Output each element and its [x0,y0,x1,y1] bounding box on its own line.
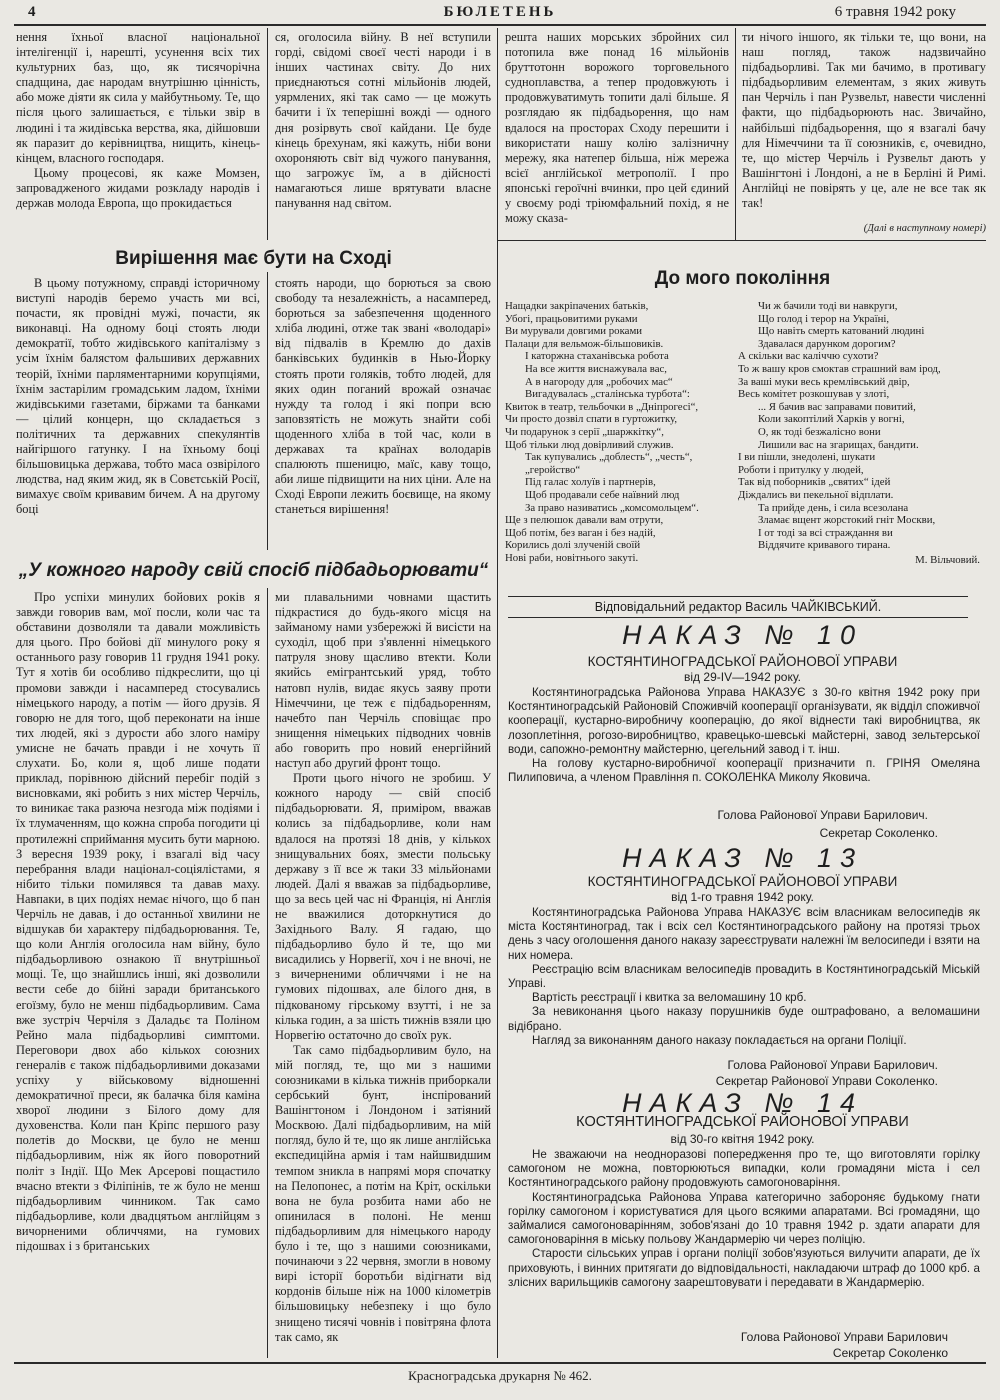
paragraph: Про успіхи минулих бойових років я завжди говорив вам, мої посли, коли час та обставини дозволяли та давали можливість для цього. Про бойові дії минулого року я останнього разу говорив 11 грудня 1941 року. Тут я хотів би особливо підкреслити, що ці промови завжди і насамперед стосувались німецького народу, а потім — його друзів. Я говорю не для того, щоб переконати на інше тих людей, які з дурости або злого наміру умисне не бачать правди і не хочуть її слухати. Бо, коли я, щоб лише подати приклад, порівнюю дійсний перебіг подій з висновками, які робить з них містер Черчіль, то виникає така разюча незгода між подіями і їх тлумаченням, що кожна спроба погодити ці протилежні сприймання мусить бути марною. З вересня 1939 року, і взагалі від часу перебрання влади націонал-соціялістами, я нібито тільки помилявся та давав маху. Навпаки, в цих подіях немає нічого, що б пан Черчіль не давав, і до останньої хвилини не відшукав би характеру підбадьорювання. Те, що коли Англія оголосила нам війну, було підбадьорливою ознакою її внутрішньої мощі. Те, що знайшлись інші, які дозволили вести себе до бійні заради британського егоїзму, було не менш підбадьорливим. Сама вже зустріч Черчіля з Даладьє та Поліном Рейно мала підбадьорливі симптоми. Переговори двох або кількох союзних генералів є також підбадьорливими доказами успіху у військовому відношенні демократичної преси, як балачка біля каміна хворої людини з Білого дому для духовенства. Коли пан Кріпс першого разу полетів до Москви, це було не менш підбадьорливим, ніж як його поворотний політ з Індії. Що Мек Арсерові пощастило вчасно втекти з Філіпінів, те ж було не менш підбадьорливим чинником. Так само підбадьорливе, коли двадцятьом англійцям з вичорненими обличчями, на гумових підошвах і з британських [16,590,260,1254]
poem-line: На все життя виснажувала вас, [525,362,667,375]
poem-line: Роботи і притулку у людей, [738,463,864,476]
order-title: НАКАЗ № 14 [621,1088,864,1118]
poem-title: До мого покоління [654,268,831,289]
order-subtitle: КОСТЯНТИНОГРАДСЬКОЇ РАЙОНОВОЇ УПРАВИ [576,1114,909,1130]
poem-line: Лишили вас на згарищах, бандити. [758,438,919,451]
poem-line: Під галас холуїв і партнерів, [525,476,656,489]
section-rule [498,240,986,241]
paragraph: ти нічого іншого, як тільки те, що вони, на наш погляд, також надзвичайно підбадьорливі. Так ми бачимо, в противагу підбадьорливим елементам, з яких живуть пан Черчіль і пан Рузвельт, навести численні факти, що підбадьорюють нас. Звичайно, найбільші підбадьорення, що я взагалі бачу для Німеччини та її союзників, є, очевидно, те, що містер Черчіль і Рузвельт дають у Вашінгтоні і Лондоні, а не в Берліні й Римі. Англійці не повірять у це, але не все так як так! [742,30,986,211]
order-signature: Секретар Соколенко [832,1346,948,1360]
order-signature: Секретар Районової Управи Соколенко. [715,1074,938,1088]
poem-line: Квиток в театр, тельбочки в „Дніпрогесі“, [505,400,699,413]
poem-column-left [505,300,737,590]
poem-line: Чи просто дозвіл спати в гуртожитку, [505,413,678,426]
paragraph: На голову кустарно-виробничої кооперації призначити п. ГРІНЯ Омеляна Пилиповича, а членом Правління п. СОКОЛЕНКА Миколу Яковича. [508,757,980,785]
poem-line: Нащадки закріпачених батьків, [505,300,649,312]
paragraph: Не зважаючи на неодноразові попередження про те, що виготовляти горілку самогоном не можна, повторюються випадки, коли громадяни міста і сел Костянтиноградського району продовжують самогоноваріння. [508,1148,980,1190]
column-divider [735,28,736,240]
paragraph: Нагляд за виконанням даного наказу покладається на органи Поліції. [532,1033,907,1047]
poem-line: Вигадувалась „сталінська турбота“: [525,388,690,401]
poem-line: Палаци для вельмож-більшовиків. [505,337,664,350]
column-divider [267,272,268,550]
poem-line: О, як тоді безжалісно вони [758,425,881,438]
poem-line: Ще з пелюшок давали вам отрути, [505,514,664,527]
poem-line: Щоб тільки люд довірливий служив. [505,438,674,451]
poem-line: ... Я бачив вас заправами повитий, [758,400,916,413]
paragraph: Костянтиноградська Районова Управа НАКАЗУЄ з 30-го квітня 1942 року при Костянтиноградській Районовій Споживчій кооперації організувати, як відділ споживчої кооперації, кустарно-виробничу кооперацію, до якої віднести такі виробництва, як лозоплетіння, рогозо-виробництво, кравецько-шевські майстерні, завод зельтерської води, сапожно-ремонтну майстерню, цегельний завод і т. інш. [508,686,980,756]
order-title: НАКАЗ № 13 [621,843,864,873]
poem-line: „геройство“ [525,463,581,476]
poem-line: Щоб потім, без ваган і без надій, [505,526,656,539]
column-divider [497,598,498,1358]
paragraph: Костянтиноградська Районова Управа НАКАЗУЄ всім власникам велосипедів як міста Костянтиноград, так і всіх сел Костянтиноградського району на протязі трьох день з часу оголошення даного наказу зареєструвати належні їм велосипеди і взяти на них номера. [508,906,980,962]
poem-signature: М. Вільчовий. [915,553,980,566]
article-column-2 [275,590,491,1358]
poem-line: Нові раби, новітнього закуті. [505,551,639,564]
order-text [508,906,980,1056]
paragraph: Вартість реєстрації і квитка за веломашину 10 крб. [532,991,807,1005]
header-rule [14,24,986,26]
article-column-2 [275,276,491,552]
article-column-3 [505,30,729,238]
article-column-1 [16,30,260,238]
poem-line: То ж вашу кров смоктав страшний вам ірод, [738,362,941,375]
page-number: 4 [28,4,36,20]
article-column-4 [742,30,986,220]
poem-line: Корились долі злученій своїй [505,539,641,552]
poem-line: За ваші муки весь кремлівський двір, [738,375,910,388]
poem-line: Чи ж бачили тоді ви навкруги, [758,300,898,312]
paragraph: Реєстрацію всім власникам велосипедів провадить в Костянтиноградській Міській Управі. [508,962,980,991]
poem-line: Коли закоптілий Харків у вогні, [758,413,905,426]
poem-line: І от тоді за всі страждання ви [758,526,893,539]
column-divider [497,28,498,598]
section-rule [508,617,968,618]
editor-line: Відповідальний редактор Василь ЧАЙКІВСЬКИЙ. [594,600,882,614]
poem-line: А скільки вас каліччю сухоти? [738,350,879,363]
poem-line: За право називатись „комсомольцем“. [525,501,699,514]
column-divider [267,588,268,1358]
continued-note: (Далі в наступному номері) [863,223,986,234]
footer-rule [14,1362,986,1364]
poem-column-right [738,300,986,590]
paragraph: За невиконання цього наказу порушників буде оштрафовано, а веломашини відібрано. [508,1005,980,1033]
paragraph: ми плавальними човнами щастить підкрастися до будь-якого місця на займаному нами узбережжі й висісти на суходіл, щоб при з'явленні німецького патруля знову щасливо втекти. Коли якийсь емігрантський уряд, тобто натовп нулів, видає якусь заяву проти Німеччини, це теж є підбадьоренням, начебто пан Черчіль сповіщає про знищення німецьких підводних човнів або говорить про новий енергійний наступ або другий фронт тощо. [275,590,491,771]
paragraph: Цьому процесові, як каже Момзен, запровадженого жидами розкладу народів і держав молода Европа, що прокидається [16,165,260,211]
poem-line: Ви мурували довгими роками [505,325,643,338]
poem-line: Чи подарунок з серії „шаржкітку“, [505,425,664,438]
article-column-1 [16,590,260,1358]
poem-line: Та прийде день, і сила всезолана [758,501,909,514]
printing-house-footer: Красноградська друкарня № 462. [408,1368,592,1383]
order-subtitle: КОСТЯНТИНОГРАДСЬКОЇ РАЙОНОВОЇ УПРАВИ [587,874,898,889]
order-date: від 29-ІV—1942 року. [684,670,801,684]
poem-line: Що голод і терор на Україні, [758,312,890,325]
poem-line: Весь комітет розкошував у злоті, [738,388,890,401]
paragraph: ся, оголосила війну. В неї вступили горді, свідомі своєї честі народи і в інших частинах світу. До них приєднаються сотні мільйонів людей, уярмлених, які так само — це можуть бачити і їх теперішні вожді — одного дня розірвуть свої кайдани. Це буде кінець брехунам, які кажуть, ніби вони охороняють світ від чужого панування, що загрожує їм, а в дійсності намагаються лише врятувати власне панування над світом. [275,30,491,211]
poem-line: Діждались ви пекельної відплати. [738,488,894,501]
order-signature: Голова Районової Управи Барилович [740,1330,948,1344]
section-rule [508,596,968,597]
order-date: від 1-го травня 1942 року. [671,890,814,904]
poem-line: Убогі, працьовитими руками [505,312,638,325]
paragraph: Так само підбадьорливим було, на мій погляд, те, що ми з нашими союзниками в кілька тижнів приборкали сербський бунт, інспірований Вашінгтоном і Лондоном і затіяний Москвою. Далі підбадьорливим, на мій погляд, було й те, що як лише англійська експедиційна армія і там найшвидшим темпом зникла в напрямі моря спочатку на Пелопонес, а потім на Кріт, оскільки вона не була розбита нами або не опинилася в полоні. Не менш підбадьорливим для німецького народу було і те, що з нашими союзниками, починаючи з 22 червня, змогли в новому вирі історії боротьби відігнати від кордонів більше ніж на 1000 кілометрів більшовицьку небезпеку і що було знищено тисячі човнів і повітряна флота так само, як [275,1042,491,1344]
poem-line: Так від поборників „святих“ ідей [738,476,891,489]
poem-line: Що навіть смерть катований людині [758,325,925,338]
poem-line: Так купувались „доблесть“, „честь“, [525,451,693,464]
article-column-1 [16,276,260,552]
paragraph: Костянтиноградська Районова Управа категорично забороняє будькому гнати горілку самогоном і користуватися для цього всякими апаратами. Всі громадяни, що займалися самогоноварінням, зобов'язані до 10 травня 1942 р. здати апарати для самогоноваріння в міську польову Жандармерію чи через поліцію. [508,1190,980,1247]
poem-line: Зламає вщент жорстокий гніт Москви, [758,514,936,527]
poem-line: Щоб продавали себе наївний люд [525,488,680,501]
order-signature: Голова Районової Управи Барилович. [727,1058,938,1072]
poem-line: І ви пішли, знедолені, шукати [738,451,876,464]
newspaper-title: БЮЛЕТЕНЬ [443,4,557,20]
issue-date: 6 травня 1942 року [834,4,956,20]
paragraph: стоять народи, що борються за свою свободу та незалежність, а насамперед, борються за забезпечення щоденного хліба людині, отже так звані «володарі» від підвалів в Кремлю до дахів банківських будинків в Нью-Йорку стоять проти голяків, тобто людей, для яких один поганий врожай означає нужду та голод і які попри всю заповзятість не можуть знайти собі щоденного хліба в той час, коли в державах та країнах володарів спалюють пшеницю, маїс, каву тощо, аби лише підвищити на них ціни. Але на Сході Европи лежить боєвище, на якому станеться вирішення! [275,276,491,517]
paragraph: решта наших морських збройних сил потопила вже понад 16 мільйонів бруттотонн ворожого торговельного судноплавства, а тепер продовжують і продовжуватимуть топити далі більше. Я розглядаю як підбадьорення, що нам вдалося на просторах Сходу перешити і використати нашу колію залізничну мережу, яка натепер більша, ніж мережа всієї англійської метрополії. І про японські героїчні вчинки, про цей єдиний у своєму роді тріюмфальний похід, я не можу сказа- [505,30,729,226]
poem-line: І каторжна стаханівська робота [525,350,669,363]
paragraph: нення їхньої власної національної інтелігенції і, нарешті, усунення всіх тих культурних баз, що, як тисячорічна спадщина, дає народам внутрішню цінність, або може діяти як сила у майбутньому. Те, що після цього залишається, є тільки звір в людині і та жидівська верства, яка, дійшовши як паразит до керівництва, нищить, кінець-кінцем, власного господаря. [16,30,260,165]
order-signature: Секретар Соколенко. [819,826,938,840]
column-divider [267,28,268,240]
paragraph: Старости сільських управ і органи поліції зобов'язуються вилучити апарати, де їх приховують, і винних притягати до відповідальності, накладаючи штраф до 1000 крб. а злісних варильщиків самогону заарештовувати і передавати в Жандармерію. [508,1247,980,1289]
poem-line: Віддячите кривавого тирана. [758,539,891,552]
paragraph: Проти цього нічого не зробиш. У кожного народу — свій спосіб підбадьорювати. Я, приміром, вважав колись за підбадьорливе, коли нам вдалося на протязі 18 днів, у кількох знищувальних боях, змести польську державу з її все ж таки 33 мільйонами людей. Далі я вважав за підбадьорливе, що за весь цей час ні Франція, ні Англія не вважилися доторкнутися до Західнього Валу. Я гадаю, що підбадьорливо було й те, що ми висадились у Норвегії, хоч і не вночі, не з вичерненими обличчями і не на гумових підошвах, але білого дня, в підкованому гірському взутті, і не за кілька годин, а за шість тижнів взяли цю Норвегію остаточно до своїх рук. [275,771,491,1042]
section-heading: Вирішення має бути на Сході [115,248,392,269]
article-column-2 [275,30,491,238]
poem-line: А в нагороду для „робочих мас“ [525,375,673,388]
page-header [14,4,986,24]
section-heading: „У кожного народу свій спосіб підбадьорювати“ [18,560,489,581]
order-date: від 30-го квітня 1942 року. [670,1132,815,1146]
order-subtitle: КОСТЯНТИНОГРАДСЬКОЇ РАЙОНОВОЇ УПРАВИ [587,654,898,669]
poem-line: Здавалася дарунком дорогим? [758,337,896,350]
order-text [508,1148,980,1328]
order-text [508,686,980,804]
order-signature: Голова Районової Управи Барилович. [717,808,928,822]
paragraph: В цьому потужному, справді історичному виступі народів беремо участь ми всі, почасти, як провідні мужі, почасти, як виконавці. На одному боці стоять люди демократії, тобто жидівського капіталізму з усім їхнім балястом фальшивих державних теорій, їхніми парляментарними корупціями, їхнім застарілим громадським ладом, їхніми жидівськими газетами, біржами та банками — цілий концерн, що складається з політичних та державних спекулянтів найгіршого гатунку. І на їхньому боці більшовицька держава, тобто маса озвірілого людства, над яким жид, як в Совєтській Росії, вимахує своїм кривавим бичем. А на другому боці [16,276,260,517]
order-title: НАКАЗ № 10 [621,620,864,650]
